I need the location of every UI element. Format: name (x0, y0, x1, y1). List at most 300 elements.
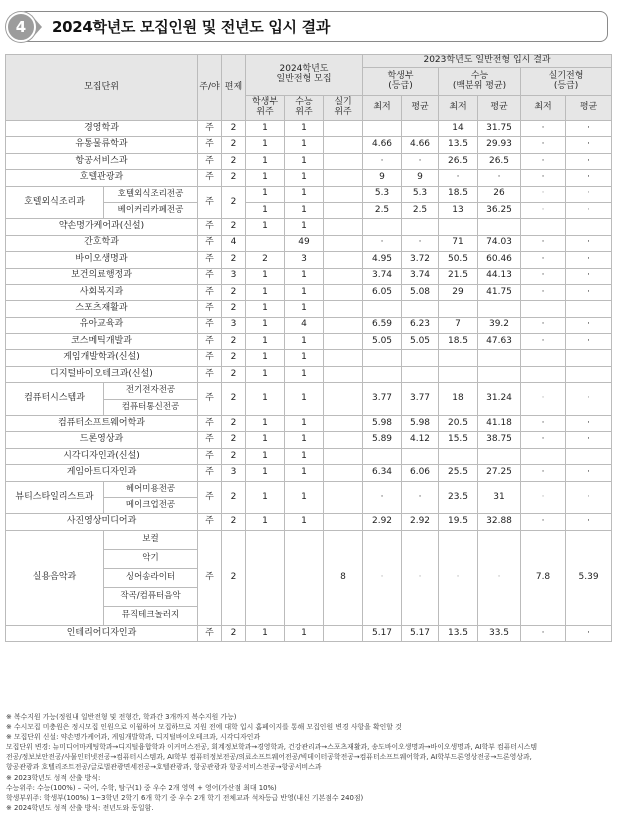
suneung-avg (478, 219, 521, 235)
major-name: 뮤직테크놀러지 (104, 606, 198, 625)
major-name: 전기전자전공 (104, 383, 198, 399)
header-suneung: 수능 (백분위 평균) (439, 68, 521, 96)
suneung-avg: 29.93 (478, 137, 521, 153)
day-night: 주 (198, 416, 222, 432)
header-years: 편제 (222, 55, 246, 121)
years: 3 (222, 268, 246, 284)
dept-name: 사진영상미디어과 (6, 514, 198, 530)
school-min: · (363, 153, 402, 169)
recruit-record: 1 (246, 268, 285, 284)
recruit-suneung: 1 (285, 153, 324, 169)
footnote-line: 전공/정보보안전공/사물인터넷전공→컴퓨터시스템과, AI학부 컴퓨터정보전공/의료소프트웨어전공/빅데이터공학전공→컴퓨터소프트웨어학과, AI학부드론영상전공→드론영상과, (6, 753, 532, 762)
school-min: 2.5 (363, 202, 402, 218)
footnote-line: ※ 2024학년도 성적 산출 방식: 전년도와 동일함. (6, 803, 154, 812)
table-row (6, 465, 612, 481)
years: 2 (222, 432, 246, 448)
years: 2 (222, 137, 246, 153)
day-night: 주 (198, 448, 222, 464)
school-avg: · (402, 153, 439, 169)
header-suneung-avg: 평균 (478, 96, 521, 121)
header-school-avg: 평균 (402, 96, 439, 121)
suneung-min (439, 366, 478, 382)
recruit-practical (324, 448, 363, 464)
table-row (6, 334, 612, 350)
suneung-avg: · (478, 530, 521, 625)
table-row (6, 170, 612, 186)
recruit-record: 1 (246, 186, 285, 202)
recruit-record: 1 (246, 481, 285, 514)
dept-name: 뷰티스타일리스트과 (6, 481, 104, 514)
school-avg: 5.3 (402, 186, 439, 202)
years: 4 (222, 235, 246, 251)
recruit-practical (324, 121, 363, 137)
practical-min: · (521, 625, 566, 641)
practical-min: · (521, 268, 566, 284)
practical-min: · (521, 317, 566, 333)
practical-min: · (521, 284, 566, 300)
recruit-practical (324, 416, 363, 432)
practical-avg: · (566, 170, 612, 186)
suneung-min: 13.5 (439, 625, 478, 641)
practical-avg (566, 350, 612, 366)
recruit-suneung: 1 (285, 432, 324, 448)
footnote-line: 학생부위주: 학생부(100%) 1~3학년 2학기 6개 학기 중 우수 2개 학기 전체교과 석차등급 반영(내신 기본점수 240점) (6, 793, 364, 802)
practical-min (521, 448, 566, 464)
dept-name: 드론영상과 (6, 432, 198, 448)
header-suneung-min: 최저 (439, 96, 478, 121)
suneung-avg: 36.25 (478, 202, 521, 218)
school-avg (402, 219, 439, 235)
suneung-avg: 31.24 (478, 383, 521, 416)
table-row (6, 416, 612, 432)
suneung-avg: 60.46 (478, 252, 521, 268)
dept-name: 항공서비스과 (6, 153, 198, 169)
recruit-record: 2 (246, 252, 285, 268)
major-name: 악기 (104, 549, 198, 568)
school-avg (402, 448, 439, 464)
suneung-min (439, 219, 478, 235)
day-night: 주 (198, 268, 222, 284)
practical-min: · (521, 334, 566, 350)
practical-min (521, 219, 566, 235)
recruit-practical (324, 235, 363, 251)
recruit-record: 1 (246, 465, 285, 481)
table-row (6, 317, 612, 333)
recruit-practical (324, 252, 363, 268)
suneung-min: 7 (439, 317, 478, 333)
years: 2 (222, 301, 246, 317)
day-night: 주 (198, 153, 222, 169)
header-day-night: 주/야 (198, 55, 222, 121)
recruit-practical (324, 383, 363, 416)
practical-avg: · (566, 137, 612, 153)
school-avg: 6.06 (402, 465, 439, 481)
practical-avg: · (566, 514, 612, 530)
practical-min: · (521, 153, 566, 169)
school-avg: · (402, 530, 439, 625)
table-row (6, 448, 612, 464)
header-record-based: 학생부 위주 (246, 96, 285, 121)
practical-min: · (521, 170, 566, 186)
table-row (6, 625, 612, 641)
dept-name: 호텔외식조리과 (6, 186, 104, 219)
practical-avg (566, 301, 612, 317)
suneung-min: · (439, 530, 478, 625)
practical-min: · (521, 514, 566, 530)
suneung-min: 71 (439, 235, 478, 251)
practical-avg: · (566, 317, 612, 333)
recruit-practical (324, 350, 363, 366)
recruit-suneung: 4 (285, 317, 324, 333)
recruit-practical (324, 481, 363, 514)
practical-min: · (521, 137, 566, 153)
day-night: 주 (198, 284, 222, 300)
years: 2 (222, 219, 246, 235)
recruit-record: 1 (246, 416, 285, 432)
suneung-avg: 44.13 (478, 268, 521, 284)
day-night: 주 (198, 350, 222, 366)
table-row (6, 284, 612, 300)
years: 2 (222, 366, 246, 382)
dept-name: 사회복지과 (6, 284, 198, 300)
suneung-avg (478, 448, 521, 464)
practical-min: · (521, 383, 566, 416)
school-min: 5.05 (363, 334, 402, 350)
header-practical-min: 최저 (521, 96, 566, 121)
suneung-avg: 33.5 (478, 625, 521, 641)
school-min: 2.92 (363, 514, 402, 530)
school-avg: 3.77 (402, 383, 439, 416)
major-name: 컴퓨터통신전공 (104, 399, 198, 415)
recruit-suneung: 1 (285, 625, 324, 641)
practical-min (521, 366, 566, 382)
practical-avg: · (566, 252, 612, 268)
recruit-practical (324, 268, 363, 284)
recruit-suneung: 1 (285, 301, 324, 317)
day-night: 주 (198, 514, 222, 530)
day-night: 주 (198, 219, 222, 235)
practical-min: · (521, 416, 566, 432)
table-row (6, 268, 612, 284)
practical-min (521, 301, 566, 317)
dept-name: 인테리어디자인과 (6, 625, 198, 641)
dept-name: 실용음악과 (6, 530, 104, 625)
table-row (6, 301, 612, 317)
day-night: 주 (198, 170, 222, 186)
header-2024-recruit: 2024학년도 일반전형 모집 (246, 55, 363, 96)
practical-avg: · (566, 432, 612, 448)
day-night: 주 (198, 137, 222, 153)
recruit-practical (324, 202, 363, 218)
suneung-avg: 47.63 (478, 334, 521, 350)
recruit-suneung: 1 (285, 448, 324, 464)
suneung-min: 18 (439, 383, 478, 416)
recruit-record: 1 (246, 383, 285, 416)
major-name: 보컬 (104, 530, 198, 549)
table-row (6, 366, 612, 382)
dept-name: 디지털바이오테크과(신설) (6, 366, 198, 382)
major-name: 호텔외식조리전공 (104, 186, 198, 202)
years: 2 (222, 481, 246, 514)
dept-name: 간호학과 (6, 235, 198, 251)
recruit-suneung: 1 (285, 170, 324, 186)
recruit-practical (324, 186, 363, 202)
school-min: 6.59 (363, 317, 402, 333)
school-avg: 6.23 (402, 317, 439, 333)
recruit-suneung: 1 (285, 416, 324, 432)
recruit-suneung: 1 (285, 481, 324, 514)
school-avg: 2.5 (402, 202, 439, 218)
suneung-min: 15.5 (439, 432, 478, 448)
recruit-practical (324, 432, 363, 448)
recruit-practical (324, 366, 363, 382)
dept-name: 코스메틱개발과 (6, 334, 198, 350)
practical-min: · (521, 202, 566, 218)
major-name: 베이커리카페전공 (104, 202, 198, 218)
years: 2 (222, 284, 246, 300)
table-row (6, 235, 612, 251)
recruit-suneung: 1 (285, 219, 324, 235)
table-row (6, 121, 612, 137)
recruit-suneung: 1 (285, 186, 324, 202)
table-row (6, 219, 612, 235)
footnote-line: 모집단위 변경: 뉴미디어마케팅학과→디지털융합학과 이커머스전공, 회계정보학과→경영학과, 건강관리과→스포츠재활과, 송도바이오생명과→바이오생명과, AI학부 컴퓨터시스템 (6, 743, 538, 752)
recruit-record: 1 (246, 121, 285, 137)
suneung-min: 20.5 (439, 416, 478, 432)
recruit-record: 1 (246, 350, 285, 366)
suneung-min: 18.5 (439, 334, 478, 350)
years: 2 (222, 170, 246, 186)
practical-avg: · (566, 186, 612, 202)
major-name: 헤어미용전공 (104, 481, 198, 497)
suneung-avg: 74.03 (478, 235, 521, 251)
header-unit: 모집단위 (6, 55, 198, 121)
page-title: 2024학년도 모집인원 및 전년도 입시 결과 (52, 18, 331, 36)
recruit-suneung: 1 (285, 268, 324, 284)
suneung-min (439, 301, 478, 317)
practical-min: · (521, 432, 566, 448)
dept-name: 게임아트디자인과 (6, 465, 198, 481)
suneung-min: 23.5 (439, 481, 478, 514)
dept-name: 호텔관광과 (6, 170, 198, 186)
table-row (6, 153, 612, 169)
admission-table (5, 54, 612, 642)
header-practical: 실기전형 (등급) (521, 68, 612, 96)
footnote-line: ※ 복수지원 가능(정원내 일반전형 및 전형간, 학과간 3개까지 복수지원 가능) (6, 713, 237, 721)
suneung-avg (478, 366, 521, 382)
school-min: · (363, 530, 402, 625)
recruit-suneung: 1 (285, 334, 324, 350)
school-avg (402, 121, 439, 137)
recruit-suneung: 1 (285, 514, 324, 530)
school-min: 6.34 (363, 465, 402, 481)
suneung-min: 26.5 (439, 153, 478, 169)
major-name: 메이크업전공 (104, 497, 198, 513)
header-school-min: 최저 (363, 96, 402, 121)
years: 2 (222, 350, 246, 366)
school-min: 4.95 (363, 252, 402, 268)
recruit-practical (324, 334, 363, 350)
school-avg: 4.66 (402, 137, 439, 153)
school-avg: 3.74 (402, 268, 439, 284)
recruit-record: 1 (246, 334, 285, 350)
suneung-avg: · (478, 170, 521, 186)
day-night: 주 (198, 252, 222, 268)
years: 2 (222, 186, 246, 219)
school-avg: 5.05 (402, 334, 439, 350)
header-practical-avg: 평균 (566, 96, 612, 121)
recruit-suneung: 1 (285, 366, 324, 382)
recruit-record (246, 530, 285, 625)
recruit-record: 1 (246, 137, 285, 153)
school-min: 5.17 (363, 625, 402, 641)
school-avg: · (402, 481, 439, 514)
school-avg (402, 350, 439, 366)
section-number-badge: 4 (6, 12, 36, 42)
practical-avg: · (566, 383, 612, 416)
years: 2 (222, 383, 246, 416)
years: 2 (222, 121, 246, 137)
recruit-practical (324, 317, 363, 333)
recruit-practical (324, 219, 363, 235)
suneung-min: 21.5 (439, 268, 478, 284)
suneung-min: 14 (439, 121, 478, 137)
school-min: · (363, 235, 402, 251)
recruit-record: 1 (246, 432, 285, 448)
school-min (363, 366, 402, 382)
school-min: 3.74 (363, 268, 402, 284)
recruit-record: 1 (246, 301, 285, 317)
day-night: 주 (198, 465, 222, 481)
day-night: 주 (198, 432, 222, 448)
practical-avg: · (566, 268, 612, 284)
recruit-practical: 8 (324, 530, 363, 625)
years: 3 (222, 465, 246, 481)
recruit-suneung: 1 (285, 465, 324, 481)
footnote-line: ※ 모집단위 신설: 약손명가케어과, 게임개발학과, 디지털바이오테크과, 시각디자인과 (6, 733, 261, 742)
suneung-min: 29 (439, 284, 478, 300)
practical-min: · (521, 252, 566, 268)
school-avg: 5.98 (402, 416, 439, 432)
day-night: 주 (198, 530, 222, 625)
practical-avg: · (566, 465, 612, 481)
footnote-line: ※ 수시모집 미충원은 정시모집 인원으로 이월하여 모집하므로 지원 전에 대학 입시 홈페이지를 통해 모집인원 변경 사항을 확인할 것 (6, 723, 402, 732)
dept-name: 스포츠재활과 (6, 301, 198, 317)
table-row (6, 137, 612, 153)
day-night: 주 (198, 186, 222, 219)
day-night: 주 (198, 301, 222, 317)
recruit-practical (324, 170, 363, 186)
recruit-practical (324, 625, 363, 641)
practical-min: · (521, 121, 566, 137)
school-avg: 5.17 (402, 625, 439, 641)
practical-avg: · (566, 153, 612, 169)
years: 2 (222, 514, 246, 530)
suneung-min: · (439, 170, 478, 186)
school-min (363, 219, 402, 235)
suneung-avg (478, 350, 521, 366)
recruit-practical (324, 137, 363, 153)
suneung-avg: 26 (478, 186, 521, 202)
recruit-practical (324, 514, 363, 530)
suneung-min: 19.5 (439, 514, 478, 530)
day-night: 주 (198, 121, 222, 137)
recruit-suneung: 1 (285, 121, 324, 137)
suneung-avg: 41.75 (478, 284, 521, 300)
recruit-record: 1 (246, 625, 285, 641)
recruit-practical (324, 284, 363, 300)
major-name: 작곡/컴퓨터음악 (104, 587, 198, 606)
dept-name: 보건의료행정과 (6, 268, 198, 284)
school-min: 5.3 (363, 186, 402, 202)
years: 2 (222, 334, 246, 350)
school-min: 9 (363, 170, 402, 186)
practical-avg: · (566, 334, 612, 350)
practical-min (521, 350, 566, 366)
table-row (6, 432, 612, 448)
day-night: 주 (198, 481, 222, 514)
recruit-record: 1 (246, 153, 285, 169)
suneung-min: 25.5 (439, 465, 478, 481)
school-min: · (363, 481, 402, 514)
dept-name: 바이오생명과 (6, 252, 198, 268)
recruit-suneung (285, 530, 324, 625)
years: 2 (222, 416, 246, 432)
dept-name: 컴퓨터소프트웨어학과 (6, 416, 198, 432)
school-min: 5.89 (363, 432, 402, 448)
dept-name: 유아교육과 (6, 317, 198, 333)
recruit-practical (324, 153, 363, 169)
years: 2 (222, 252, 246, 268)
recruit-suneung: 3 (285, 252, 324, 268)
suneung-avg (478, 301, 521, 317)
school-avg: 9 (402, 170, 439, 186)
school-min (363, 350, 402, 366)
recruit-record: 1 (246, 219, 285, 235)
header-2023-result: 2023학년도 일반전형 입시 결과 (363, 55, 612, 68)
header-suneung-based: 수능 위주 (285, 96, 324, 121)
school-avg: 3.72 (402, 252, 439, 268)
practical-avg: · (566, 625, 612, 641)
day-night: 주 (198, 235, 222, 251)
years: 2 (222, 448, 246, 464)
footnotes (6, 712, 612, 813)
suneung-avg: 31.75 (478, 121, 521, 137)
suneung-min: 13.5 (439, 137, 478, 153)
major-name: 싱어송라이터 (104, 568, 198, 587)
recruit-suneung: 1 (285, 383, 324, 416)
school-avg: 4.12 (402, 432, 439, 448)
suneung-min (439, 448, 478, 464)
dept-name: 경영학과 (6, 121, 198, 137)
school-avg (402, 301, 439, 317)
table-row (6, 383, 612, 399)
school-min (363, 301, 402, 317)
recruit-record: 1 (246, 366, 285, 382)
dept-name: 시각디자인과(신설) (6, 448, 198, 464)
years: 3 (222, 317, 246, 333)
practical-avg: · (566, 284, 612, 300)
day-night: 주 (198, 625, 222, 641)
practical-avg (566, 366, 612, 382)
practical-avg: · (566, 235, 612, 251)
practical-avg (566, 219, 612, 235)
recruit-practical (324, 465, 363, 481)
school-avg: · (402, 235, 439, 251)
school-min: 3.77 (363, 383, 402, 416)
suneung-min: 18.5 (439, 186, 478, 202)
footnote-line: ※ 2023학년도 성적 산출 방식: (6, 773, 101, 782)
